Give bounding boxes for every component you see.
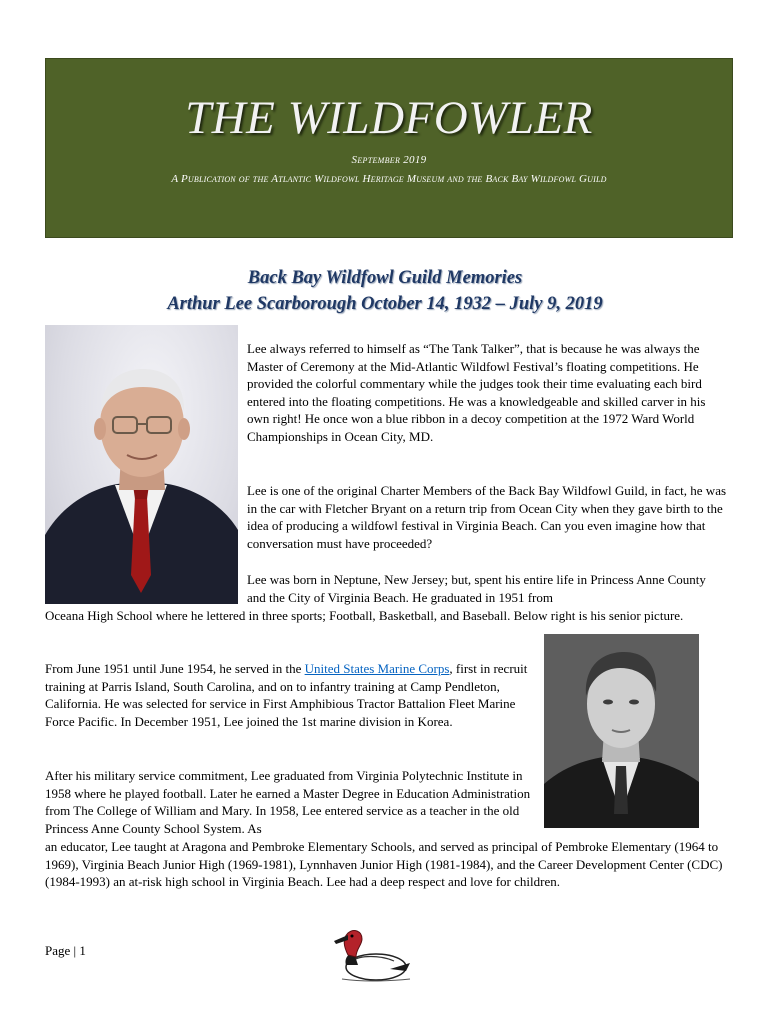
- masthead-banner: [45, 58, 733, 238]
- issue-date: September 2019: [351, 154, 427, 166]
- marine-corps-link[interactable]: United States Marine Corps: [304, 661, 450, 676]
- article-paragraph: Lee always referred to himself as “The Tank Talker”, that is because he was always the Master of Ceremony at the Mid-Atlantic Wildfowl Festival’s floating competitions. He provided the colorful commentary while the judges took their time evaluating each bird entered into the floating competitions. He was a knowledgeable and skilled carver in his own right! He once won a blue ribbon in a decoy competition at the 1972 Ward World Championships in Ocean City, MD.: [247, 341, 706, 444]
- portrait-illustration: [45, 325, 238, 604]
- paragraph-text: From June 1951 until June 1954, he served in the: [45, 661, 305, 676]
- portrait-photo: [45, 325, 238, 604]
- article-paragraph: [45, 660, 540, 730]
- article-paragraph: an educator, Lee taught at Aragona and Pembroke Elementary Schools, and served as principal of Pembroke Elementary (1964 to 1969), Virginia Beach Junior High (1969-1981), Lynnhaven Junior High (1981-1984), and the Career Development Center (CDC) (1984-1993) an at-risk high school in Virginia Beach. Lee had a deep respect and love for children.: [45, 839, 723, 890]
- page-number: Page | 1: [45, 943, 86, 958]
- article-paragraph: Lee is one of the original Charter Members of the Back Bay Wildfowl Guild, in fact, he was in the car with Fletcher Bryant on a return trip from Ocean City when they gave birth to the idea of producing a wildfowl festival in Virginia Beach. Can you even imagine how that conversation must have proceeded?: [247, 483, 727, 551]
- article-paragraph: Oceana High School where he lettered in three sports; Football, Basketball, and Baseball. Below right is his senior picture.: [45, 608, 684, 623]
- article-headline: Back Bay Wildfowl Guild Memories: [247, 268, 523, 288]
- publication-subtitle: A Publication of the Atlantic Wildfowl Heritage Museum and the Back Bay Wildfowl Guild: [171, 173, 607, 185]
- paragraph-text: , first in recruit training at Parris Island, South Carolina, and on to infantry training at Camp Pendleton, California. He was selected for service in First Amphibious Tractor Battalion Fleet Marine Force Pacific. In December 1951, Lee joined the 1st marine division in Korea.: [45, 661, 528, 729]
- duck-decoy-logo-icon: [330, 925, 414, 987]
- article-subheadline: Arthur Lee Scarborough October 14, 1932 – July 9, 2019: [167, 294, 603, 314]
- senior-illustration: [544, 634, 699, 828]
- publication-title: THE WILDFOWLER: [185, 92, 593, 144]
- article-paragraph: After his military service commitment, Lee graduated from Virginia Polytechnic Institute in 1958 where he played football. Later he earned a Master Degree in Education Administration from The College of William and Mary. In 1958, Lee entered service as a teacher in the old Princess Anne County School System. As: [45, 768, 531, 836]
- senior-picture: [544, 634, 699, 828]
- article-paragraph: Lee was born in Neptune, New Jersey; but, spent his entire life in Princess Anne County and the City of Virginia Beach. He graduated in 1951 from: [247, 572, 706, 605]
